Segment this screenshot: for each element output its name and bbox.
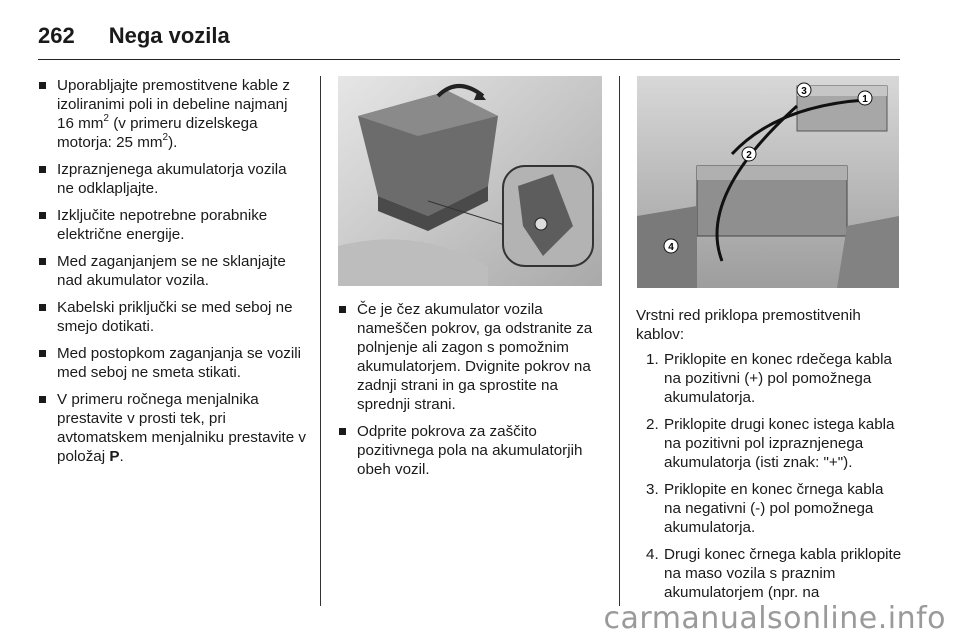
watermark: carmanualsonline.info	[603, 601, 946, 636]
list-item: 1. Priklopite en konec rdečega kabla na pozitivni (+) pol pomožnega akumulatorja.	[646, 351, 892, 406]
list-item: Med zaganjanjem se ne sklanjajte nad akumulator vozila.	[38, 252, 306, 290]
column-divider-1	[320, 76, 321, 606]
callout-3	[797, 83, 811, 97]
svg-text:2: 2	[746, 150, 752, 161]
battery-cover-drawing	[338, 76, 602, 286]
list-item: Uporabljajte premostitvene kable z izoliranimi poli in debeline najmanj 16 $mm^2$ (v primeru dizelskega motorja: 25 $mm^2$).	[38, 76, 306, 152]
list-item: 3. Priklopite en konec črnega kabla na negativni (-) pol pomožnega akumulatorja.	[646, 481, 884, 536]
battery-cover-illustration	[338, 76, 602, 286]
callout-4	[664, 239, 678, 253]
connection-steps	[636, 350, 902, 602]
svg-text:3: 3	[801, 86, 807, 97]
jump-start-drawing	[637, 76, 899, 288]
column-1-bullets	[38, 76, 306, 466]
list-item: Kabelski priključki se med seboj ne smejo dotikati.	[38, 298, 306, 336]
list-item: Med postopkom zaganjanja se vozili med seboj ne smeta stikati.	[38, 344, 306, 382]
list-item: V primeru ročnega menjalnika prestavite v prosti tek, pri avtomatskem menjalniku prestavite v položaj P.	[38, 390, 306, 466]
list-item: 4. Drugi konec črnega kabla priklopite na maso vozila s praznim akumulatorjem (npr. na	[646, 546, 902, 601]
section-title: Nega vozila	[108, 23, 230, 48]
callout-2	[742, 147, 756, 161]
list-item: Izključite nepotrebne porabnike električne energije.	[38, 206, 306, 244]
svg-text:4: 4	[668, 242, 674, 253]
column-divider-2	[619, 76, 620, 606]
list-item: Izpraznjenega akumulatorja vozila ne odklapljajte.	[38, 160, 306, 198]
list-item: Odprite pokrova za zaščito pozitivnega pola na akumulatorjih obeh vozil.	[338, 422, 606, 479]
svg-text:1: 1	[862, 94, 868, 105]
column-1	[38, 76, 306, 474]
steps-intro: Vrstni red priklopa premostitvenih kablov:	[636, 307, 861, 343]
page-header	[38, 16, 230, 56]
page-number: 262	[38, 23, 75, 48]
list-item: Če je čez akumulator vozila nameščen pokrov, ga odstranite za polnjenje ali zagon s pomožnim akumulatorjem. Dvignite pokrov na zadnji strani in ga sprostite na sprednji strani.	[338, 300, 606, 414]
list-item: 2. Priklopite drugi konec istega kabla na pozitivni pol izpraznjenega akumulatorja (isti znak: "+").	[646, 416, 895, 471]
column-3	[636, 306, 902, 610]
column-2	[338, 300, 606, 487]
callout-1	[858, 91, 872, 105]
column-2-bullets	[338, 300, 606, 479]
header-rule	[38, 59, 900, 60]
jump-start-illustration	[637, 76, 899, 288]
